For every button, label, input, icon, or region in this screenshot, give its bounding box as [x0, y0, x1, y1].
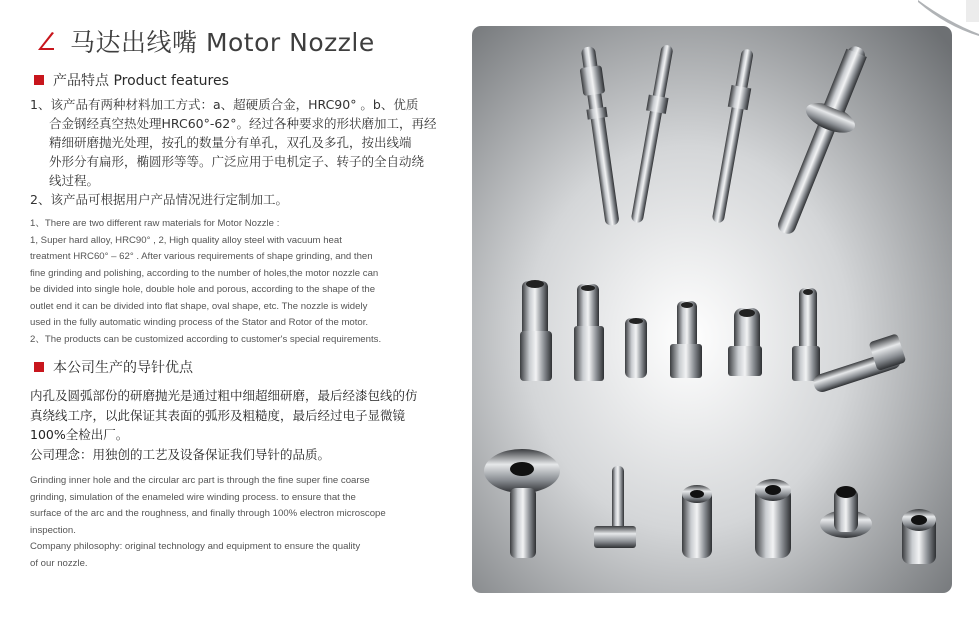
- advantages-cn: [30, 386, 430, 464]
- page-title: [34, 24, 375, 58]
- features-heading: [34, 70, 229, 90]
- advantages-heading: [34, 357, 193, 377]
- red-square-icon: [34, 362, 44, 372]
- features-en-line: be divided into single hole, double hole and porous, according to the shape of the: [30, 284, 376, 295]
- page-corner-decoration: [918, 0, 979, 40]
- features-cn-line: 外形分有扁形，椭圆形等等。广泛应用于电机定子、转子的全自动绕: [49, 154, 425, 169]
- advantages-cn-line: 公司理念：用独创的工艺及设备保证我们导针的品质。: [30, 446, 331, 462]
- features-en-line: 1、There are two different raw materials for Motor Nozzle :: [30, 218, 280, 229]
- red-square-icon: [34, 75, 44, 85]
- advantages-cn-line: 100%全检出厂。: [30, 427, 129, 442]
- features-cn-line: 线过程。: [49, 173, 100, 188]
- advantages-en-line: surface of the arc and the roughness, and finally through 100% electron microscope: [30, 508, 386, 519]
- advantages-en-line: Grinding inner hole and the circular arc part is through the fine super fine coarse: [30, 475, 370, 486]
- features-en-line: 1, Super hard alloy, HRC90° , 2, High quality alloy steel with vacuum heat: [30, 234, 342, 246]
- advantages-heading-text: 本公司生产的导针优点: [53, 360, 193, 376]
- product-photo: [472, 26, 952, 593]
- features-cn-line: 2、该产品可根据用户产品情况进行定制加工。: [30, 192, 288, 207]
- advantages-en-line: inspection.: [30, 524, 76, 536]
- features-heading-text: 产品特点 Product features: [53, 73, 229, 89]
- advantages-cn-line: 内孔及圆弧部份的研磨抛光是通过粗中细超细研磨，最后经漆包线的仿: [30, 388, 418, 403]
- red-slash-icon: [34, 30, 56, 52]
- advantages-en: [30, 473, 410, 572]
- features-en-line: treatment HRC60° – 62° . After various requirements of shape grinding, and then: [30, 251, 373, 262]
- features-en-line: fine grinding and polishing, according to the number of holes,the motor nozzle can: [30, 267, 379, 279]
- features-en: [30, 216, 435, 348]
- title-text: 马达出线嘴 Motor Nozzle: [70, 28, 375, 57]
- advantages-en-line: Company philosophy: original technology and equipment to ensure the quality: [30, 541, 361, 552]
- features-cn-line: 1、该产品有两种材料加工方式：a、超硬质合金，HRC90° 。b、优质: [30, 97, 419, 112]
- advantages-en-line: of our nozzle.: [30, 557, 88, 569]
- nozzle-products-illustration: [472, 26, 952, 593]
- features-en-line: used in the fully automatic winding process of the Stator and Rotor of the motor.: [30, 317, 369, 328]
- features-cn-line: 合金钢经真空热处理HRC60°-62°。经过各种要求的形状磨加工，再经: [49, 116, 437, 131]
- features-en-line: outlet end it can be divided into flat shape, oval shape, etc. The nozzle is widely: [30, 300, 368, 312]
- advantages-en-line: grinding, simulation of the enameled wire winding process. to ensure that the: [30, 491, 356, 503]
- features-en-line: 2、The products can be customized according to customer's special requirements.: [30, 333, 382, 345]
- features-cn-line: 精细研磨抛光处理，按孔的数量分有单孔，双孔及多孔，按出线端: [49, 135, 412, 150]
- advantages-cn-line: 真绕线工序，以此保证其表面的弧形及粗糙度，最后经过电子显微镜: [30, 407, 406, 423]
- features-cn: [30, 95, 437, 209]
